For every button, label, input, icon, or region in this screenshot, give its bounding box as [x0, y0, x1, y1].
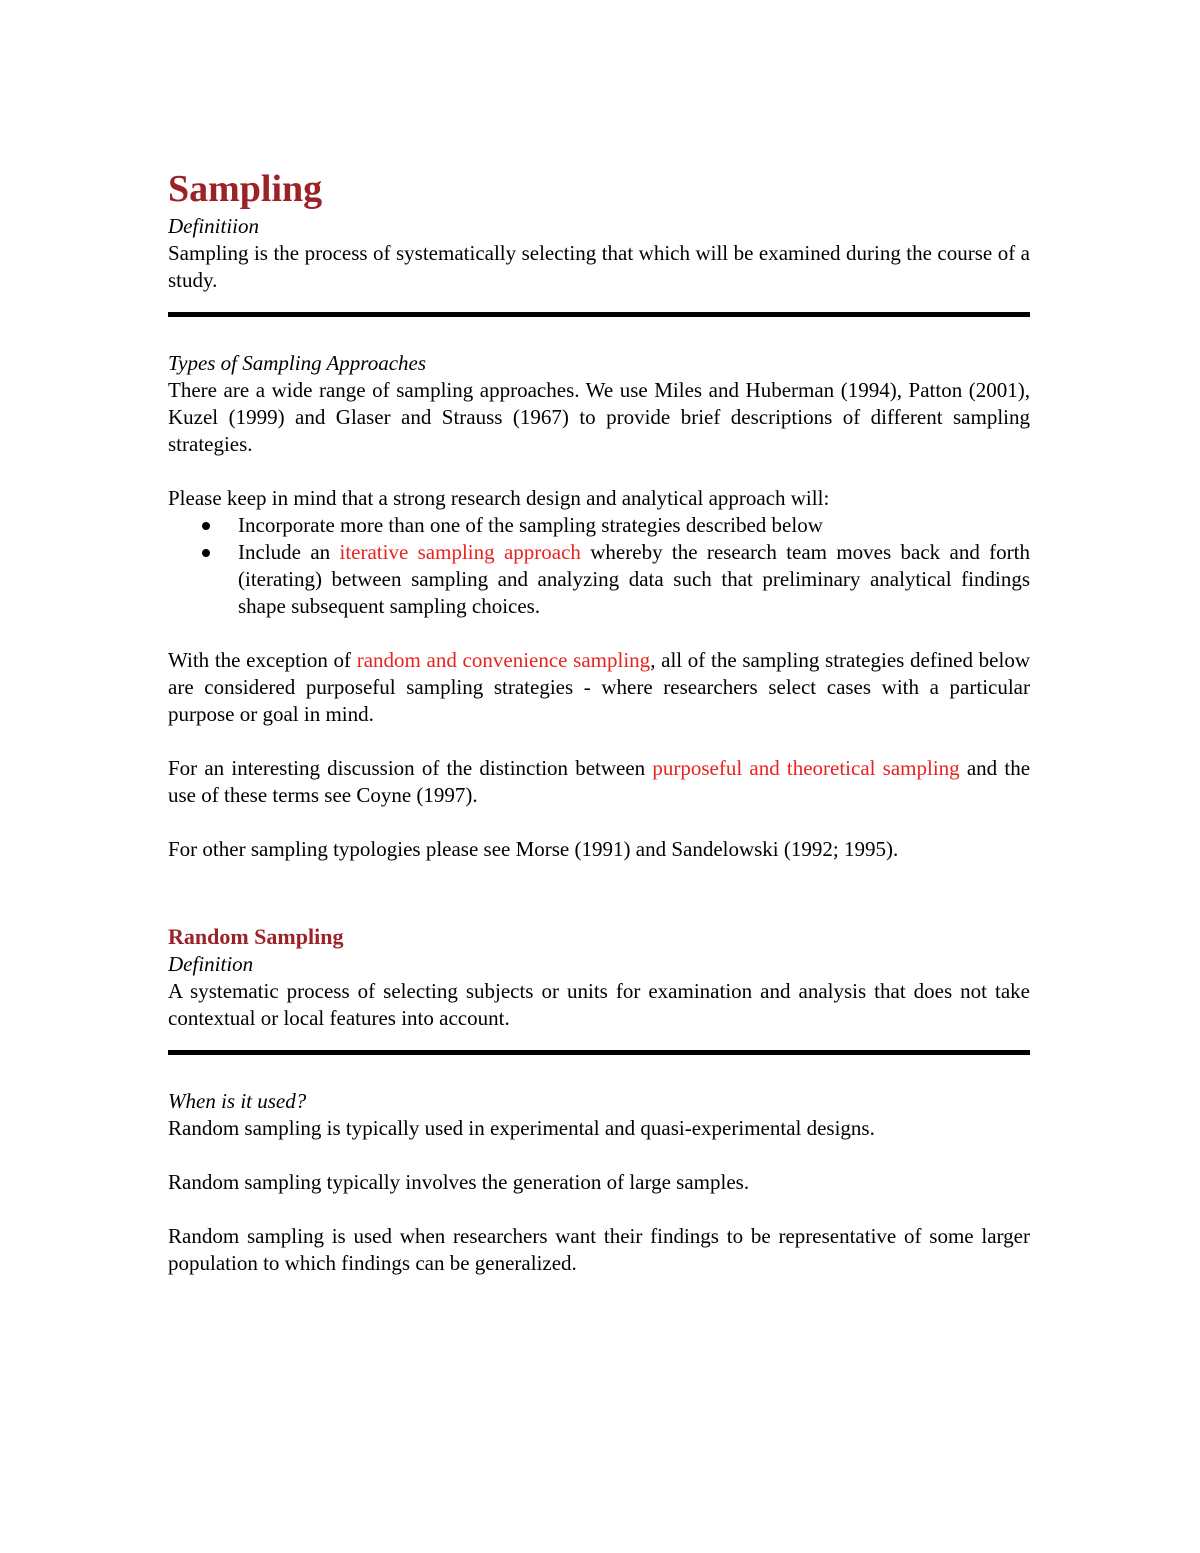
list-item — [168, 512, 1030, 539]
random-definition-label: Definition — [168, 952, 254, 976]
bullet-text-post: whereby the research team moves back and forth (iterating) between sampling and analyzing data such that preliminary analytical findings shape subsequent sampling choices. — [238, 540, 1030, 618]
discussion-text-post: and the use of these terms see Coyne (1997). — [168, 756, 1031, 807]
bullet-icon — [202, 549, 210, 557]
discussion-text-pre: For an interesting discussion of the distinction between — [168, 756, 653, 780]
other-typologies-text: For other sampling typologies please see Morse (1991) and Sandelowski (1992; 1995). — [168, 837, 899, 861]
random-use-3: Random sampling is used when researchers want their findings to be representative of some larger population to which findings can be generalized. — [168, 1224, 1030, 1275]
page-title: Sampling — [168, 168, 323, 210]
bullet-text-pre: Include an — [238, 540, 340, 564]
document-page — [168, 165, 1030, 1277]
bullet-icon — [202, 522, 210, 530]
when-used-label: When is it used? — [168, 1089, 307, 1113]
exception-text-pre: With the exception of — [168, 648, 357, 672]
random-use-2: Random sampling typically involves the generation of large samples. — [168, 1170, 750, 1194]
random-convenience-link[interactable]: random and convenience sampling — [356, 648, 651, 672]
random-use-1: Random sampling is typically used in experimental and quasi-experimental designs. — [168, 1116, 875, 1140]
random-sampling-title: Random Sampling — [168, 924, 344, 949]
exception-paragraph — [168, 647, 1030, 728]
keep-in-mind-text: Please keep in mind that a strong research design and analytical approach will: — [168, 486, 830, 510]
discussion-paragraph — [168, 755, 1030, 809]
list-item — [168, 539, 1030, 620]
types-intro: There are a wide range of sampling approaches. We use Miles and Huberman (1994), Patton (2001), Kuzel (1999) and Glaser and Strauss (1967) to provide brief descriptions of different sampling strategies. — [168, 378, 1030, 456]
definition-label: Definitiion — [168, 214, 259, 238]
definition-text: Sampling is the process of systematically selecting that which will be examined during the course of a study. — [168, 241, 1030, 292]
types-heading: Types of Sampling Approaches — [168, 351, 427, 375]
bullet-text: Incorporate more than one of the sampling strategies described below — [238, 513, 823, 537]
iterative-sampling-link[interactable]: iterative sampling approach — [339, 540, 581, 564]
purposeful-theoretical-link[interactable]: purposeful and theoretical sampling — [652, 756, 960, 780]
exception-text-post: , all of the sampling strategies defined below are considered purposeful sampling strategies - where researchers select cases with a particular purpose or goal in mind. — [168, 648, 1031, 726]
strategy-list — [168, 512, 1030, 620]
random-definition-text: A systematic process of selecting subjects or units for examination and analysis that does not take contextual or local features into account. — [168, 979, 1030, 1030]
